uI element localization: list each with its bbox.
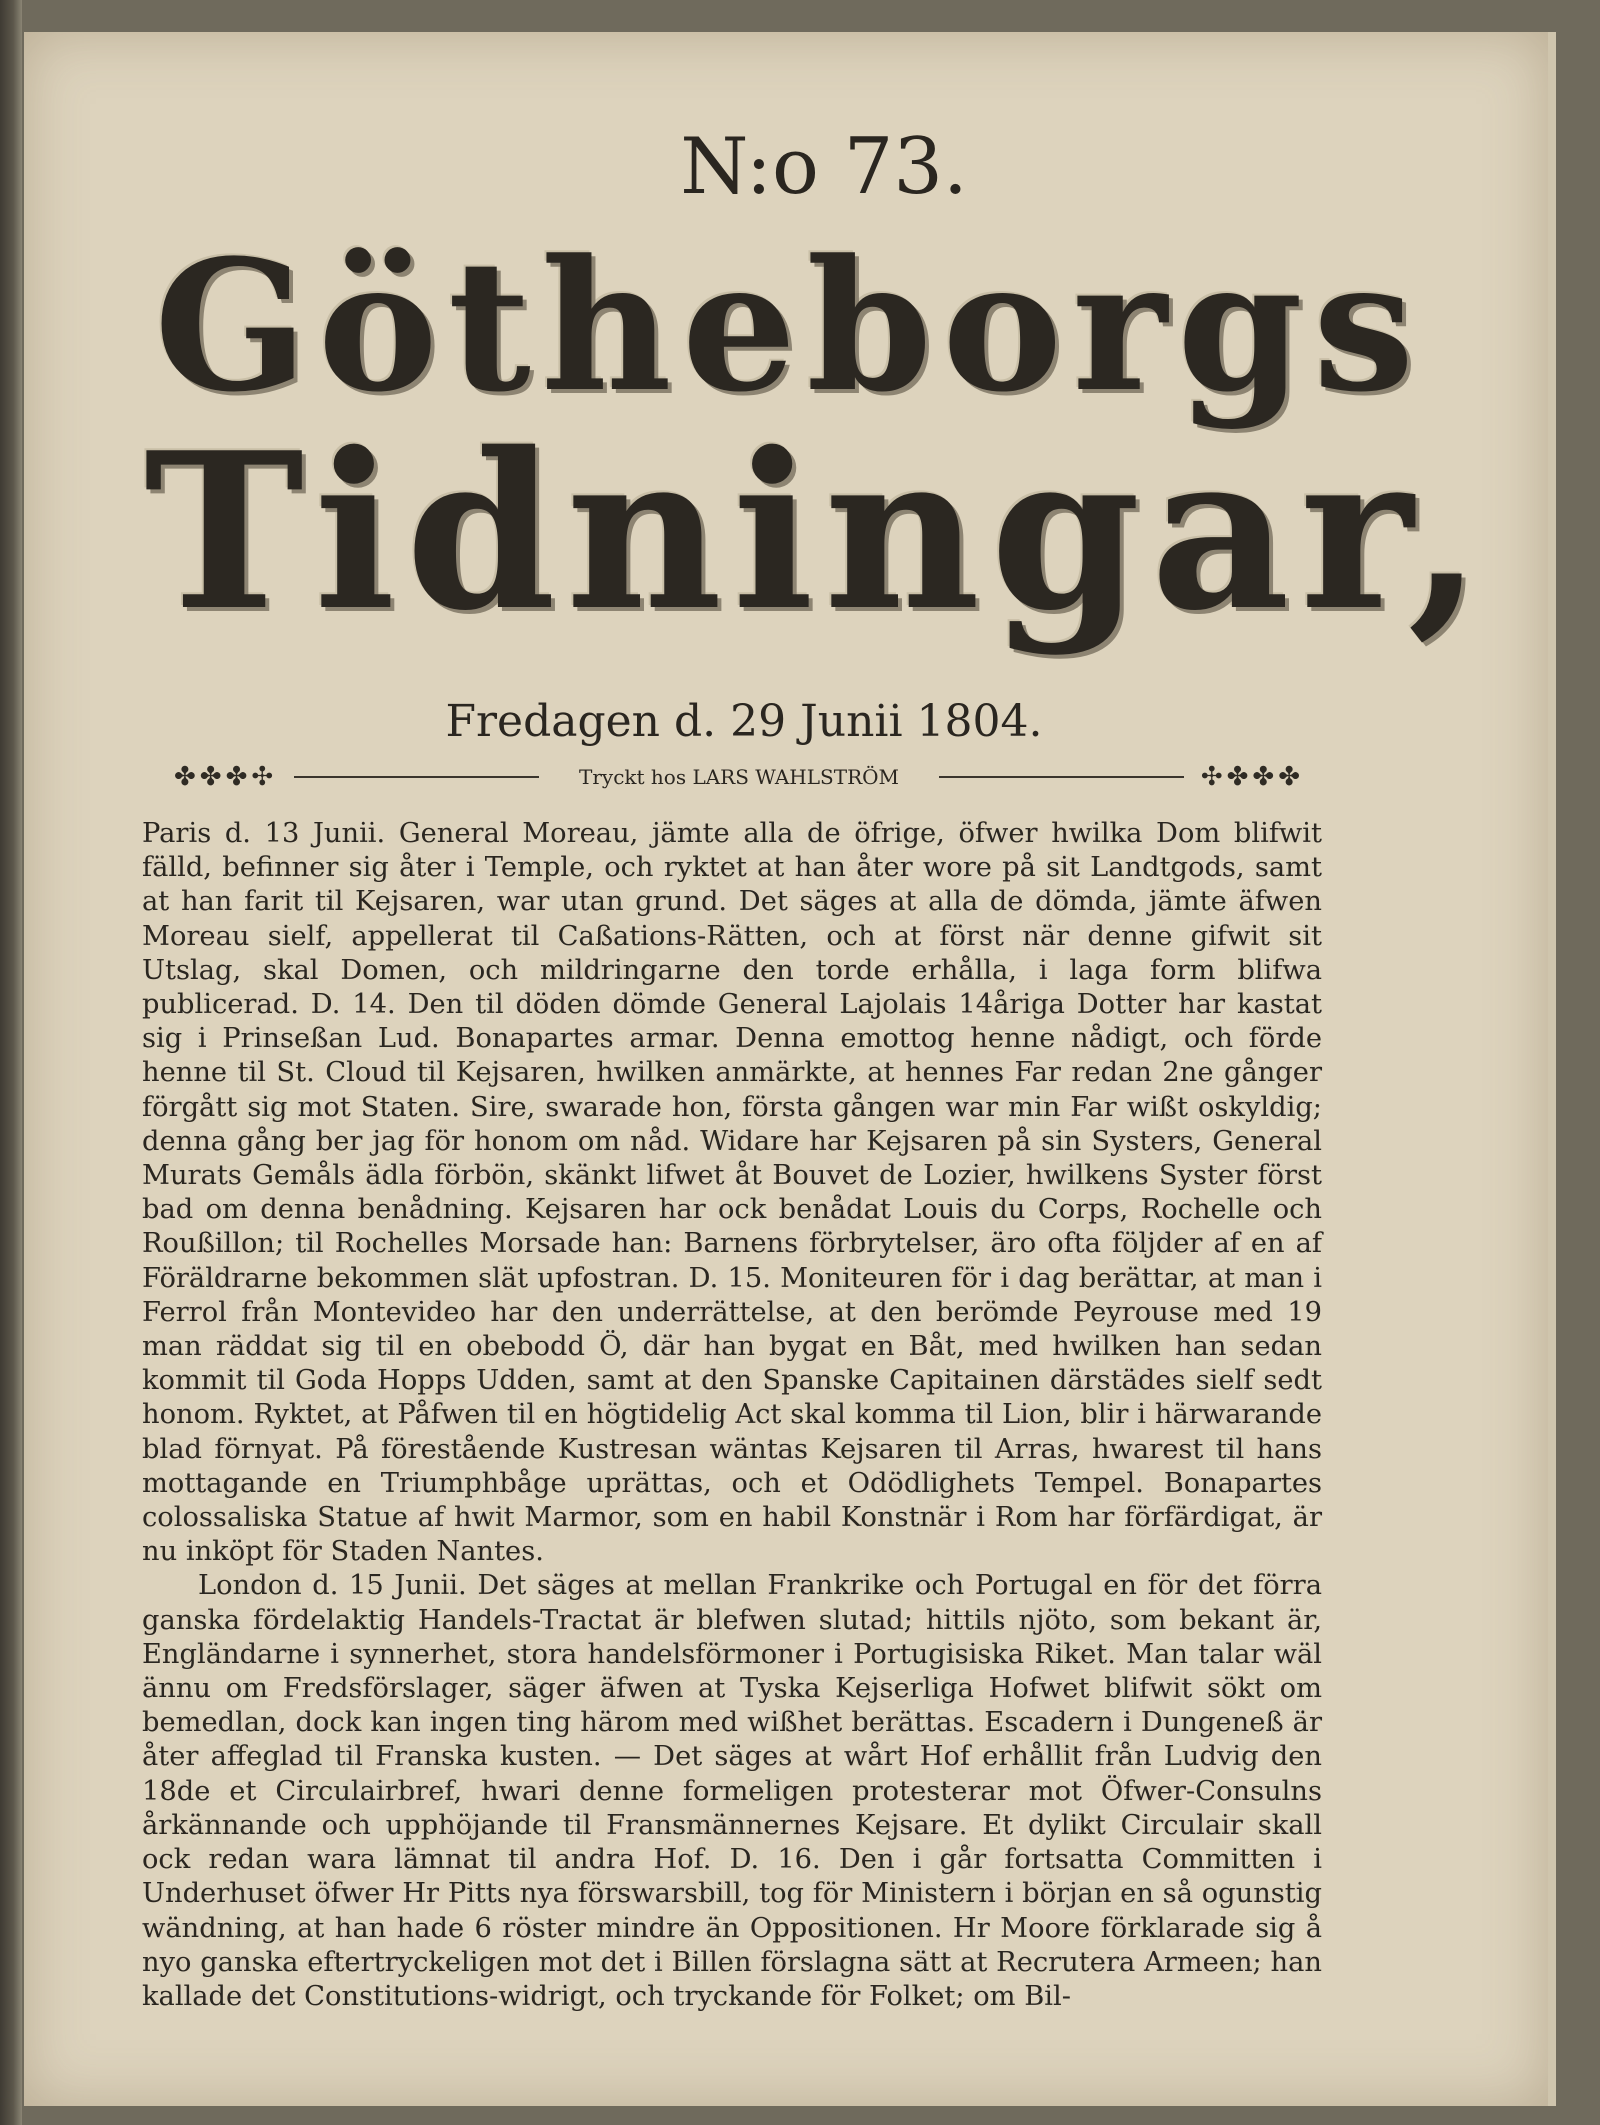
ornamental-rule — [174, 759, 1304, 795]
masthead-title-line1: Götheborgs — [154, 221, 1425, 432]
ornament-right-icon: ✣✤✤✤ — [1200, 762, 1304, 792]
book-spine — [0, 0, 22, 2125]
printer-imprint: Tryckt hos LARS WAHLSTRÖM — [539, 762, 939, 792]
article-london: London d. 15 Junii. Det säges at mellan Frankrike och Portugal en för det förra ganska fördelaktig Handels-Tractat är blefwen slutad; hittils njöto, som bekant är, Engländarne i synnerhet, stora handelsförmoner i Portugisiska Riket. Man talar wäl ännu om Fredsförslager, säger äfwen at Tyska Kejserliga Hofwet blifwit sökt om bemedlan, dock kan ingen ting härom med wißhet berättas. Escadern i Dungeneß är åter affeglad til Franska kusten. — Det säges at wårt Hof erhållit från Ludvig den 18de et Circulairbref, hwari denne formeligen protesterar mot Öfwer-Consulns årkännande och upphöjande til Fransmännernes Kejsare. Et dylikt Circulair skall ock redan wara lämnat til andra Hof. D. 16. Den i går fortsatta Committen i Underhuset öfwer Hr Pitts nya förswarsbill, tog för Ministern i början en så ogunstig wändning, at han hade 6 röster mindre än Oppositionen. Hr Moore förklarade sig å nyo ganska eftertryckeligen mot det i Billen förslagna sätt at Recrutera Armeen; han kallade det Constitutions-widrigt, och tryckande för Folket; om Bil- — [142, 1570, 1322, 2012]
issue-number: N:o 73. — [680, 122, 968, 212]
article-paris: Paris d. 13 Junii. General Moreau, jämte alla de öfrige, öfwer hwilka Dom blifwit fälld, befinner sig åter i Temple, och ryktet at han åter wore på sit Landtgods, samt at han farit til Kejsaren, war utan grund. Det säges at alla de dömda, jämte äfwen Moreau sielf, appellerat til Caßations-Rätten, och at först när denne gifwit sit Utslag, skal Domen, och mildringarne den torde erhålla, i laga form blifwa publicerad. D. 14. Den til döden dömde General Lajolais 14åriga Dotter har kastat sig i Prinseßan Lud. Bonapartes armar. Denna emottog henne nådigt, och förde henne til St. Cloud til Kejsaren, hwilken anmärkte, at hennes Far redan 2ne gånger förgått sig mot Staten. Sire, swarade hon, första gången war min Far wißt oskyldig; denna gång ber jag för honom om nåd. Widare har Kejsaren på sin Systers, General Murats Gemåls ädla förbön, skänkt lifwet åt Bouvet de Lozier, hwilkens Syster först bad om denna benådning. Kejsaren har ock benådat Louis du Corps, Rochelle och Roußillon; til Rochelles Morsade han: Barnens förbrytelser, äro ofta följder af en af Föräldrarne bekommen slät upfostran. D. 15. Moniteuren för i dag berättar, at man i Ferrol från Montevideo har den underrättelse, at den berömde Peyrouse med 19 man räddat sig til en obebodd Ö, där han bygat en Båt, med hwilken han sedan kommit til Goda Hopps Udden, samt at den Spanske Capitainen därstädes sielf sedt honom. Ryktet, at Påfwen til en högtidelig Act skal komma til Lion, blir i härwarande blad förnyat. På förestående Kustresan wäntas Kejsaren til Arras, hwarest til hans mottagande en Triumphbåge uprättas, och et Odödlighets Tempel. Bonapartes colossaliska Statue af hwit Marmor, som en habil Konstnär i Rom har förfärdigat, är nu inköpt för Staden Nantes. — [142, 818, 1322, 1568]
article-column — [142, 817, 1322, 2014]
ornament-left-icon: ✤✤✤✣ — [174, 762, 278, 792]
issue-date: Fredagen d. 29 Junii 1804. — [445, 696, 1043, 747]
newspaper-page — [24, 32, 1556, 2106]
masthead-title-line2: Tidningar, — [144, 405, 1493, 658]
